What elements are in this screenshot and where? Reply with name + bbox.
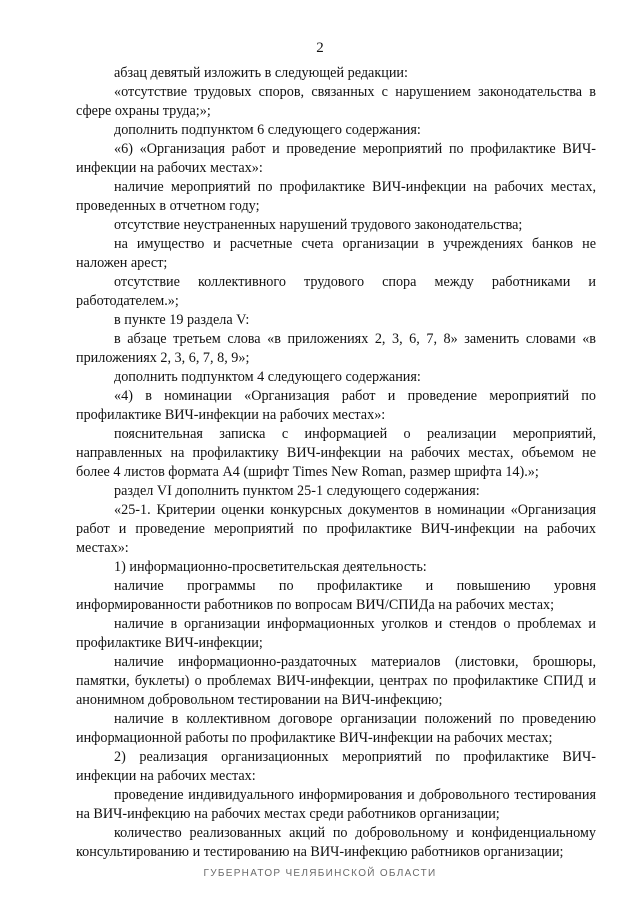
paragraph: наличие в организации информационных уголков и стендов о проблемах и профилактике ВИЧ-инфекции; [76, 616, 596, 651]
paragraph: наличие программы по профилактике и повышению уровня информированности работников по вопросам ВИЧ/СПИДа на рабочих местах; [76, 578, 596, 613]
paragraph: отсутствие неустраненных нарушений трудового законодательства; [114, 217, 523, 233]
paragraph: наличие информационно-раздаточных материалов (листовки, брошюры, памятки, буклеты) о проблемах ВИЧ-инфекции, центрах по профилактике СПИД и анонимном добровольном тестировании на ВИЧ-инфекцию; [76, 654, 596, 708]
paragraph: дополнить подпунктом 6 следующего содержания: [114, 122, 421, 138]
footer-stamp: ГУБЕРНАТОР ЧЕЛЯБИНСКОЙ ОБЛАСТИ [203, 868, 437, 879]
paragraph: в пункте 19 раздела V: [114, 312, 250, 328]
page-number: 2 [316, 40, 324, 56]
paragraph: 2) реализация организационных мероприятий по профилактике ВИЧ-инфекции на рабочих местах: [76, 749, 596, 784]
paragraph: на имущество и расчетные счета организации в учреждениях банков не наложен арест; [76, 236, 596, 271]
paragraph: отсутствие коллективного трудового спора между работниками и работодателем.»; [76, 274, 596, 309]
paragraph: абзац девятый изложить в следующей редакции: [114, 65, 408, 81]
paragraph: наличие мероприятий по профилактике ВИЧ-инфекции на рабочих местах, проведенных в отчетном году; [76, 179, 596, 214]
document-body [76, 64, 596, 862]
paragraph: «6) «Организация работ и проведение мероприятий по профилактике ВИЧ-инфекции на рабочих местах»: [76, 141, 596, 176]
paragraph: раздел VI дополнить пунктом 25-1 следующего содержания: [114, 483, 480, 499]
paragraph: 1) информационно-просветительская деятельность: [114, 559, 427, 575]
paragraph: количество реализованных акций по добровольному и конфиденциальному консультированию и тестированию на ВИЧ-инфекцию работников организации; [76, 825, 596, 860]
paragraph: наличие в коллективном договоре организации положений по проведению информационной работы по профилактике ВИЧ-инфекции на рабочих местах; [76, 711, 596, 746]
paragraph: в абзаце третьем слова «в приложениях 2, 3, 6, 7, 8» заменить словами «в приложениях 2, 3, 6, 7, 8, 9»; [76, 331, 596, 366]
paragraph: «4) в номинации «Организация работ и проведение мероприятий по профилактике ВИЧ-инфекции на рабочих местах»: [76, 388, 596, 423]
paragraph: проведение индивидуального информирования и добровольного тестирования на ВИЧ-инфекцию на рабочих местах среди работников организации; [76, 787, 596, 822]
paragraph: «25-1. Критерии оценки конкурсных документов в номинации «Организация работ и проведение мероприятий по профилактике ВИЧ-инфекции на рабочих местах»: [76, 502, 596, 556]
paragraph: пояснительная записка с информацией о реализации мероприятий, направленных на профилактику ВИЧ-инфекции на рабочих местах, объемом не более 4 листов формата А4 (шрифт Times New Roman, размер шрифта 14).»; [76, 426, 596, 480]
paragraph: дополнить подпунктом 4 следующего содержания: [114, 369, 421, 385]
paragraph: «отсутствие трудовых споров, связанных с нарушением законодательства в сфере охраны труда;»; [76, 84, 596, 119]
